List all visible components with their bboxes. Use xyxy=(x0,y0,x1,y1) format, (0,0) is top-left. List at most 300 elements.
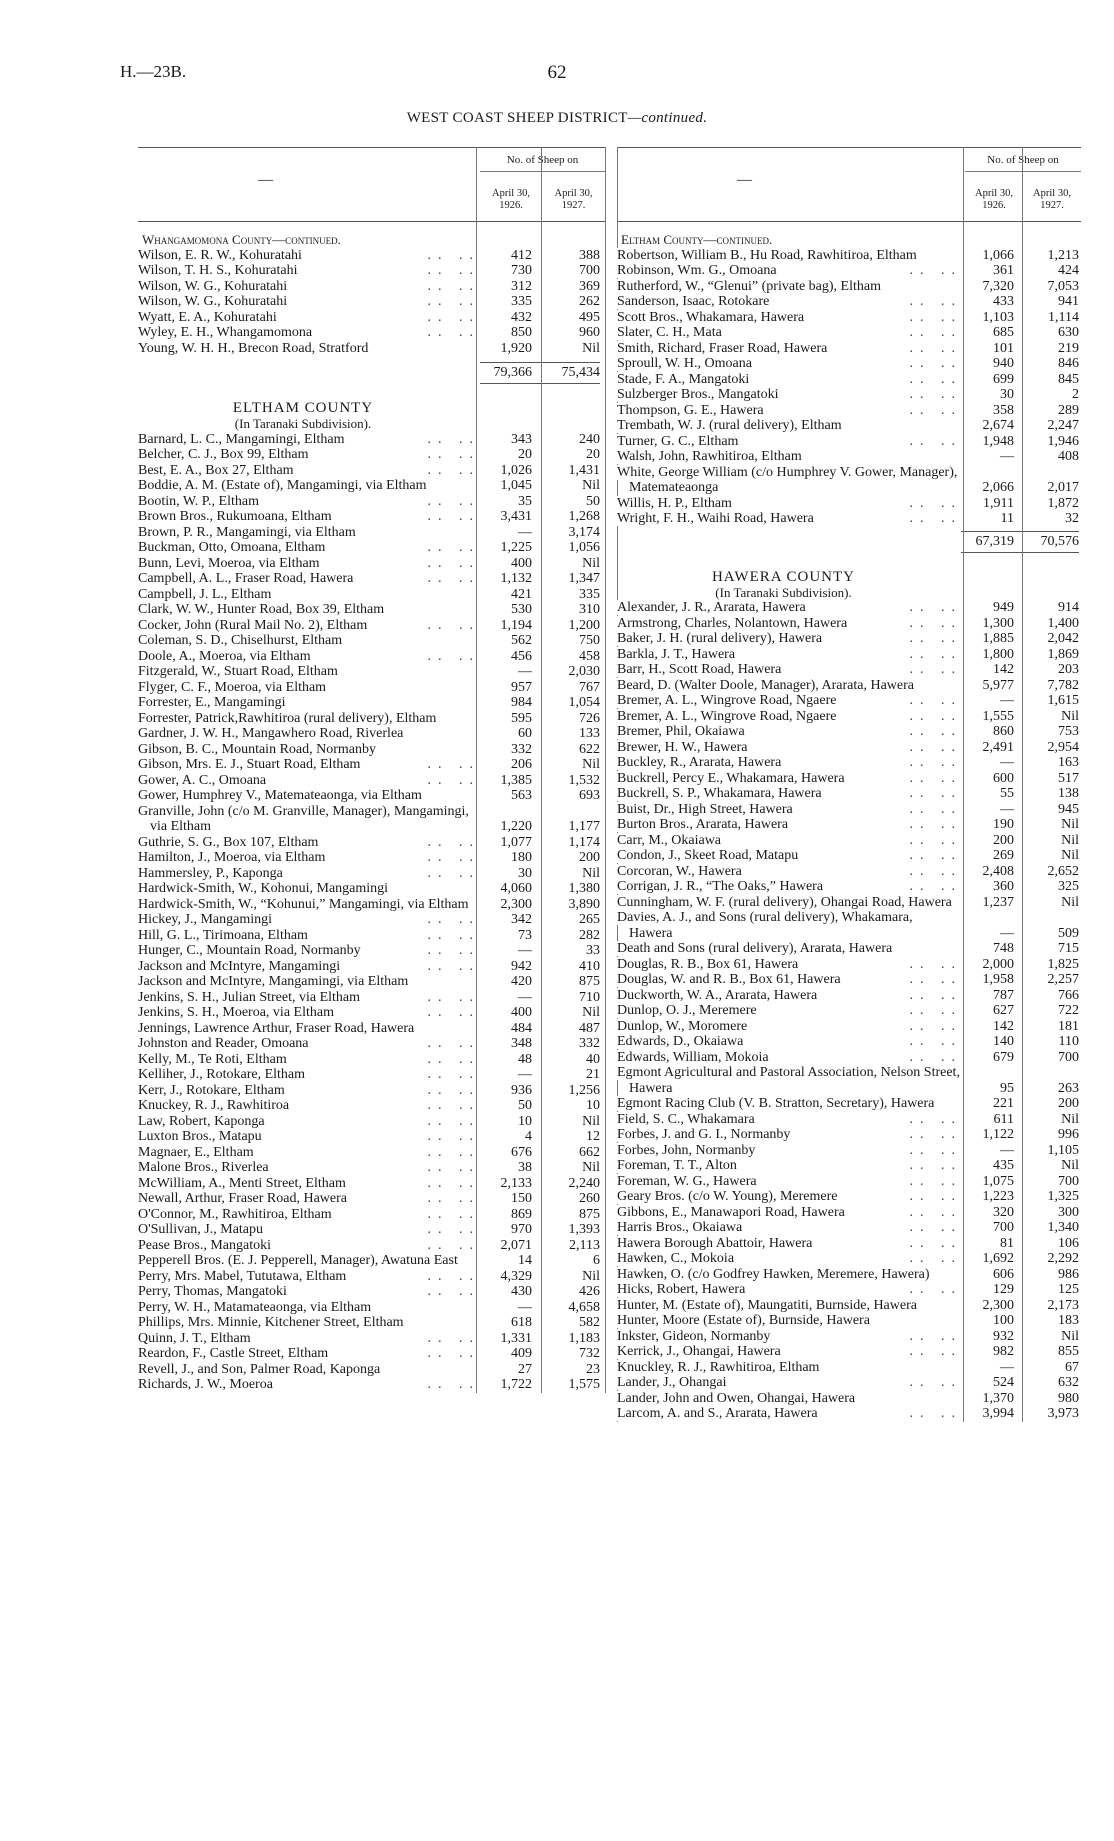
table-row xyxy=(617,1127,1081,1143)
sheep-1927: 517 xyxy=(1058,770,1079,786)
farmer-name: Bremer, A. L., Wingrove Road, Ngaere xyxy=(617,693,839,708)
farmer-name: Hickey, J., Mangamingi xyxy=(138,912,275,927)
farmer-name: Boddie, A. M. (Estate of), Mangamingi, via Eltham xyxy=(138,478,430,493)
sheep-1927: 722 xyxy=(1058,1003,1079,1018)
sheep-1927: 110 xyxy=(1058,1034,1079,1049)
leader-dots: .. .. xyxy=(909,1049,962,1065)
sheep-1926: 30 xyxy=(518,865,532,881)
leader-dots: .. .. xyxy=(427,1129,480,1144)
sheep-1926: — xyxy=(1000,449,1014,464)
leader-dots: .. .. xyxy=(427,462,480,478)
leader-dots: .. .. xyxy=(427,1036,480,1051)
leader-dots: .. .. xyxy=(909,1034,962,1049)
leader-dots: .. .. xyxy=(909,879,962,894)
farmer-name: Knuckley, R. J., Rawhitiroa, Eltham xyxy=(617,1360,822,1375)
table-row xyxy=(138,912,605,928)
table-row xyxy=(138,1191,605,1207)
farmer-name: Belcher, C. J., Box 99, Eltham xyxy=(138,447,312,462)
sheep-1927: 845 xyxy=(1058,371,1079,387)
sheep-1927: 630 xyxy=(1058,325,1079,340)
table-row xyxy=(138,850,605,866)
sheep-1927: 1,400 xyxy=(1047,615,1079,631)
farmer-name: Richards, J. W., Moeroa xyxy=(138,1377,276,1392)
leader-dots: .. .. xyxy=(909,402,962,418)
leader-dots: .. .. xyxy=(909,1220,962,1235)
sheep-1926: 1,132 xyxy=(500,571,532,586)
leader-dots: .. .. xyxy=(427,1237,480,1253)
farmer-name: Bunn, Levi, Moeroa, via Eltham xyxy=(138,556,323,571)
sheep-1926: 699 xyxy=(993,371,1014,387)
sheep-1926: 563 xyxy=(511,788,532,803)
table-row xyxy=(138,1114,605,1130)
sheep-1926: 20 xyxy=(518,447,532,462)
leader-dots: .. .. xyxy=(427,1377,480,1392)
leader-dots: .. .. xyxy=(427,834,480,850)
sheep-1926: 1,920 xyxy=(500,340,532,356)
farmer-name: Thompson, G. E., Hawera xyxy=(617,403,767,418)
sheep-1927: 1,054 xyxy=(568,695,600,710)
farmer-name: Gibson, B. C., Mountain Road, Normanby xyxy=(138,742,379,757)
leader-dots: .. .. xyxy=(909,739,962,755)
table-row xyxy=(138,1346,605,1362)
sheep-1926: 2,300 xyxy=(982,1297,1014,1313)
table-row xyxy=(617,786,1081,802)
table-row xyxy=(617,372,1081,388)
leader-dots: .. .. xyxy=(909,263,962,278)
sheep-1927: 960 xyxy=(579,325,600,340)
sheep-1926: 1,237 xyxy=(982,894,1014,910)
sheep-1926: 60 xyxy=(518,726,532,741)
sheep-1926: 100 xyxy=(993,1313,1014,1328)
sheep-1926: 142 xyxy=(993,662,1014,677)
sheep-1926: 984 xyxy=(511,695,532,710)
sheep-1927: 715 xyxy=(1058,941,1079,956)
sheep-1926: — xyxy=(518,1067,532,1082)
sheep-1927: 2,247 xyxy=(1047,418,1079,433)
farmer-name: Lander, John and Owen, Ohangai, Hawera xyxy=(617,1391,858,1406)
sheep-1927: 875 xyxy=(579,974,600,989)
farmer-name: Hammersley, P., Kaponga xyxy=(138,866,286,881)
sheep-1927: 662 xyxy=(579,1144,600,1160)
leader-dots: .. .. xyxy=(427,247,480,263)
sheep-1926: 1,555 xyxy=(982,708,1014,724)
sheep-1926: 27 xyxy=(518,1361,532,1377)
table-row xyxy=(617,1143,1081,1159)
column-rule xyxy=(1022,147,1023,1422)
table-row xyxy=(138,1207,605,1223)
sheep-1926: 55 xyxy=(1000,786,1014,801)
sheep-1927: 458 xyxy=(579,648,600,664)
sheep-1926: 595 xyxy=(511,710,532,726)
sheep-1926: 5,977 xyxy=(982,677,1014,693)
table-row xyxy=(617,1189,1081,1205)
sheep-1926: 342 xyxy=(511,912,532,927)
table-row xyxy=(617,895,1081,911)
farmer-name: Gardner, J. W. H., Mangawhero Road, Riverlea xyxy=(138,726,406,741)
table-row xyxy=(617,1375,1081,1391)
leader-dots: .. .. xyxy=(909,1204,962,1220)
sheep-1926: 1,077 xyxy=(500,834,532,850)
sheep-1926: 11 xyxy=(1000,511,1014,526)
table-row xyxy=(138,633,605,649)
document-reference: H.—23B. xyxy=(120,62,187,81)
farmer-name: Perry, Thomas, Mangatoki xyxy=(138,1284,290,1299)
farmer-name: Gower, Humphrey V., Matemateaonga, via Eltham xyxy=(138,788,425,803)
leader-dots: .. .. xyxy=(909,1111,962,1127)
sheep-1927: 33 xyxy=(586,943,600,958)
farmer-name: Doole, A., Moeroa, via Eltham xyxy=(138,649,314,664)
sheep-1926: 180 xyxy=(511,850,532,865)
leader-dots: .. .. xyxy=(909,1158,962,1173)
farmer-name: Gibbons, E., Manawapori Road, Hawera xyxy=(617,1205,848,1220)
sheep-1927: Nil xyxy=(582,1113,600,1129)
table-row xyxy=(138,1005,605,1021)
sheep-1926: 142 xyxy=(993,1018,1014,1034)
table-row xyxy=(138,509,605,525)
farmer-name: Phillips, Mrs. Minnie, Kitchener Street, Eltham xyxy=(138,1315,407,1330)
left-table-body xyxy=(138,222,605,1393)
sheep-1927: 487 xyxy=(579,1020,600,1036)
sheep-1926: 524 xyxy=(993,1375,1014,1390)
leader-dots: .. .. xyxy=(427,865,480,881)
farmer-name: Slater, C. H., Mata xyxy=(617,325,725,340)
farmer-name: Baker, J. H. (rural delivery), Hawera xyxy=(617,631,825,646)
farmer-name: Buckrell, Percy E., Whakamara, Hawera xyxy=(617,771,848,786)
farmer-name: O'Connor, M., Rawhitiroa, Eltham xyxy=(138,1207,335,1222)
leader-dots: .. .. xyxy=(427,1067,480,1082)
sheep-1927: 1,347 xyxy=(568,571,600,586)
sheep-1927: 846 xyxy=(1058,356,1079,371)
farmer-name: Pease Bros., Mangatoki xyxy=(138,1238,274,1253)
sheep-1926: 484 xyxy=(511,1020,532,1036)
sheep-1926: 1,122 xyxy=(982,1127,1014,1142)
leader-dots: .. .. xyxy=(909,646,962,662)
table-row xyxy=(617,325,1081,341)
sheep-1926: — xyxy=(1000,925,1014,941)
leader-dots: .. .. xyxy=(909,693,962,708)
leader-dots: .. .. xyxy=(427,555,480,571)
sheep-1927: 2,173 xyxy=(1047,1297,1079,1313)
sheep-1927: 1,825 xyxy=(1047,956,1079,972)
leader-dots: .. .. xyxy=(427,772,480,788)
sheep-1926: 420 xyxy=(511,974,532,989)
sheep-1926: 400 xyxy=(511,1005,532,1020)
leader-dots: .. .. xyxy=(909,1127,962,1142)
farmer-name: Best, E. A., Box 27, Eltham xyxy=(138,463,297,478)
table-row xyxy=(138,943,605,959)
sheep-1927: 21 xyxy=(586,1067,600,1082)
sheep-1927: 509 xyxy=(1058,925,1079,941)
sheep-1926: 1,385 xyxy=(500,772,532,788)
table-row xyxy=(138,1238,605,1254)
leader-dots: .. .. xyxy=(427,1191,480,1206)
farmer-name: Newall, Arthur, Fraser Road, Hawera xyxy=(138,1191,350,1206)
sheep-1927: 875 xyxy=(579,1206,600,1222)
sheep-1926: 606 xyxy=(993,1266,1014,1282)
sheep-1926: 679 xyxy=(993,1049,1014,1065)
leader-dots: .. .. xyxy=(909,294,962,309)
farmer-name: Davies, A. J., and Sons (rural delivery), Whakamara, Hawera xyxy=(617,910,913,941)
sheep-1926: 150 xyxy=(511,1191,532,1206)
year-1927-header: April 30, 1927. xyxy=(554,188,593,211)
table-row xyxy=(617,1158,1081,1174)
table-row xyxy=(138,804,605,835)
sheep-1926: 1,026 xyxy=(500,462,532,478)
sheep-1926: 221 xyxy=(993,1096,1014,1111)
leader-dots: .. .. xyxy=(427,1330,480,1346)
sheep-1927: 2 xyxy=(1072,387,1079,402)
county-heading: Whangamomona County—continued. xyxy=(142,232,341,247)
sheep-1926: 348 xyxy=(511,1036,532,1051)
farmer-name: Hunter, M. (Estate of), Maungatiti, Burnside, Hawera xyxy=(617,1298,920,1313)
table-row xyxy=(138,881,605,897)
leader-dots: .. .. xyxy=(427,1113,480,1129)
sheep-1926: 982 xyxy=(993,1344,1014,1359)
sheep-1926: 50 xyxy=(518,1098,532,1113)
table-row xyxy=(138,325,605,341)
sheep-1927: Nil xyxy=(582,1005,600,1020)
table-row xyxy=(138,1269,605,1285)
sheep-1927: Nil xyxy=(582,555,600,571)
table-row xyxy=(617,631,1081,647)
sheep-1926: 1,958 xyxy=(982,972,1014,987)
table-row xyxy=(617,724,1081,740)
table-row xyxy=(617,1329,1081,1345)
leader-dots: .. .. xyxy=(909,1235,962,1251)
farmer-name: Wilson, T. H. S., Kohuratahi xyxy=(138,263,301,278)
farmer-name: Buist, Dr., High Street, Hawera xyxy=(617,802,796,817)
sheep-1927: 408 xyxy=(1058,449,1079,464)
farmer-name: Wilson, E. R. W., Kohuratahi xyxy=(138,248,305,263)
sheep-1926: 2,491 xyxy=(982,739,1014,755)
farmer-name: Forrester, Patrick,Rawhitiroa (rural delivery), Eltham xyxy=(138,711,439,726)
table-row xyxy=(617,1282,1081,1298)
farmer-name: O'Sullivan, J., Matapu xyxy=(138,1222,266,1237)
sheep-1926: 30 xyxy=(1000,387,1014,402)
leader-dots: .. .. xyxy=(909,356,962,371)
sheep-1927: Nil xyxy=(582,478,600,493)
sheep-1926: 206 xyxy=(511,757,532,772)
table-row xyxy=(138,1021,605,1037)
leader-dots: .. .. xyxy=(427,431,480,447)
sheep-1927: 1,183 xyxy=(568,1330,600,1346)
sheep-1926: 1,075 xyxy=(982,1173,1014,1189)
table-row xyxy=(138,711,605,727)
sheep-1926: 627 xyxy=(993,1003,1014,1018)
farmer-name: Beard, D. (Walter Doole, Manager), Ararata, Hawera xyxy=(617,678,917,693)
farmer-name: Quinn, J. T., Eltham xyxy=(138,1331,254,1346)
table-row xyxy=(138,587,605,603)
sheep-1927: 1,946 xyxy=(1047,433,1079,449)
sheep-1927: 1,114 xyxy=(1048,309,1079,325)
farmer-name: Fitzgerald, W., Stuart Road, Eltham xyxy=(138,664,341,679)
leader-dots: .. .. xyxy=(909,1328,962,1344)
table-row xyxy=(617,771,1081,787)
farmer-name: Law, Robert, Kaponga xyxy=(138,1114,268,1129)
sheep-1926: 343 xyxy=(511,431,532,447)
table-row xyxy=(617,662,1081,678)
table-row xyxy=(617,647,1081,663)
sheep-1927: Nil xyxy=(582,757,600,772)
leader-dots: .. .. xyxy=(909,631,962,646)
sheep-1927: 693 xyxy=(579,788,600,803)
leader-dots: .. .. xyxy=(909,433,962,449)
sheep-1927: 1,056 xyxy=(568,540,600,555)
sheep-1927: 300 xyxy=(1058,1204,1079,1220)
total-1927: 70,576 xyxy=(1040,533,1079,549)
table-row xyxy=(617,294,1081,310)
table-row xyxy=(617,1360,1081,1376)
leader-dots: .. .. xyxy=(909,1375,962,1390)
table-row xyxy=(617,1065,1081,1096)
sheep-1927: 203 xyxy=(1058,662,1079,677)
sheep-1927: 945 xyxy=(1058,801,1079,817)
farmer-name: Harris Bros., Okaiawa xyxy=(617,1220,745,1235)
farmer-name: Foreman, W. G., Hawera xyxy=(617,1174,760,1189)
sheep-1927: 3,890 xyxy=(568,896,600,912)
table-row xyxy=(138,294,605,310)
sheep-1926: 1,948 xyxy=(982,433,1014,449)
farmer-name: Guthrie, S. G., Box 107, Eltham xyxy=(138,835,321,850)
leader-dots: .. .. xyxy=(427,1005,480,1020)
leader-dots: .. .. xyxy=(427,309,480,325)
farmer-name: Hawera Borough Abattoir, Hawera xyxy=(617,1236,815,1251)
sheep-count-header: No. of Sheep on xyxy=(965,154,1081,172)
farmer-name: Dunlop, O. J., Meremere xyxy=(617,1003,760,1018)
farmer-name: Barkla, J. T., Hawera xyxy=(617,647,738,662)
sheep-1926: 1,066 xyxy=(982,247,1014,263)
sheep-1926: 409 xyxy=(511,1346,532,1361)
leader-dots: .. .. xyxy=(909,987,962,1003)
year-1927-header: April 30, 1927. xyxy=(1033,188,1071,211)
table-row xyxy=(617,1391,1081,1407)
leader-dots: .. .. xyxy=(427,1284,480,1299)
sheep-1927: 986 xyxy=(1058,1266,1079,1282)
sheep-1927: 941 xyxy=(1058,294,1079,309)
leader-dots: .. .. xyxy=(909,1173,962,1189)
leader-dots: .. .. xyxy=(427,912,480,927)
leader-dots: .. .. xyxy=(909,848,962,863)
sheep-1927: 410 xyxy=(579,958,600,974)
sheep-1927: 1,615 xyxy=(1047,693,1079,708)
leader-dots: .. .. xyxy=(909,724,962,739)
sheep-1926: 4,060 xyxy=(500,881,532,896)
leader-dots: .. .. xyxy=(909,387,962,402)
farmer-name: Field, S. C., Whakamara xyxy=(617,1112,758,1127)
sheep-1927: 40 xyxy=(586,1051,600,1067)
farmer-name: Duckworth, W. A., Ararata, Hawera xyxy=(617,988,820,1003)
farmer-name: Wilson, W. G., Kohuratahi xyxy=(138,279,290,294)
leader-dots: .. .. xyxy=(909,309,962,325)
farmer-name: Robinson, Wm. G., Omoana xyxy=(617,263,780,278)
sheep-1926: 10 xyxy=(518,1113,532,1129)
farmer-name: Brown, P. R., Mangamingi, via Eltham xyxy=(138,525,359,540)
farmer-name: Jackson and McIntyre, Mangamingi, via Eltham xyxy=(138,974,411,989)
farmer-name: Alexander, J. R., Ararata, Hawera xyxy=(617,600,809,615)
county-subheading: (In Taranaki Subdivision). xyxy=(715,584,852,600)
leader-dots: .. .. xyxy=(427,263,480,278)
sheep-1927: 582 xyxy=(579,1315,600,1330)
farmer-name: Brown Bros., Rukumoana, Eltham xyxy=(138,509,335,524)
table-row xyxy=(617,248,1081,264)
farmer-name: Buckley, R., Ararata, Hawera xyxy=(617,755,784,770)
sheep-1926: 685 xyxy=(993,325,1014,340)
sheep-1926: 269 xyxy=(993,848,1014,863)
farmer-name: Robertson, William B., Hu Road, Rawhitiroa, Eltham xyxy=(617,248,920,263)
total-1926: 67,319 xyxy=(975,533,1014,549)
right-column xyxy=(617,147,1081,1422)
sheep-1926: 4 xyxy=(525,1129,532,1144)
county-heading: Eltham County—continued. xyxy=(621,232,773,247)
table-row xyxy=(617,833,1081,849)
sheep-1927: 200 xyxy=(1058,1096,1079,1111)
sheep-1926: — xyxy=(1000,801,1014,817)
table-row xyxy=(138,773,605,789)
leader-dots: .. .. xyxy=(909,1189,962,1204)
sheep-1927: 50 xyxy=(586,493,600,509)
sheep-1927: 282 xyxy=(579,927,600,943)
table-row xyxy=(138,959,605,975)
sheep-1926: 433 xyxy=(993,294,1014,309)
table-row xyxy=(617,678,1081,694)
sheep-1926: 970 xyxy=(511,1222,532,1237)
sheep-1926: 3,994 xyxy=(982,1406,1014,1421)
right-table-body xyxy=(617,222,1081,1422)
table-row xyxy=(617,1236,1081,1252)
sheep-1926: 949 xyxy=(993,600,1014,615)
sheep-1926: 2,408 xyxy=(982,863,1014,879)
farmer-name: Corrigan, J. R., “The Oaks,” Hawera xyxy=(617,879,826,894)
farmer-name: Geary Bros. (c/o W. Young), Meremere xyxy=(617,1189,840,1204)
sheep-1926: 1,370 xyxy=(982,1390,1014,1406)
farmer-name: Douglas, W. and R. B., Box 61, Hawera xyxy=(617,972,844,987)
table-row xyxy=(617,403,1081,419)
farmer-name: Jackson and McIntyre, Mangamingi xyxy=(138,959,343,974)
farmer-name: Campbell, J. L., Eltham xyxy=(138,587,274,602)
table-row xyxy=(617,1205,1081,1221)
sheep-1927: Nil xyxy=(582,340,600,356)
farmer-name: Bootin, W. P., Eltham xyxy=(138,494,262,509)
farmer-name: Brewer, H. W., Hawera xyxy=(617,740,750,755)
table-row xyxy=(617,693,1081,709)
sheep-1927: 2,954 xyxy=(1047,739,1079,755)
sheep-1927: 1,340 xyxy=(1047,1220,1079,1235)
farmer-name: Magnaer, E., Eltham xyxy=(138,1145,257,1160)
sheep-1927: 183 xyxy=(1058,1313,1079,1328)
sheep-1926: — xyxy=(518,989,532,1005)
farmer-name: Foreman, T. T., Alton xyxy=(617,1158,740,1173)
table-row xyxy=(617,600,1081,616)
table-row xyxy=(617,864,1081,880)
table-row xyxy=(138,788,605,804)
table-row xyxy=(617,1267,1081,1283)
sheep-1927: 1,393 xyxy=(568,1222,600,1237)
table-row xyxy=(138,974,605,990)
sheep-1926: 530 xyxy=(511,602,532,617)
table-row xyxy=(138,649,605,665)
leader-dots: .. .. xyxy=(427,447,480,462)
sheep-1927: 3,973 xyxy=(1047,1406,1079,1421)
sheep-1927: 700 xyxy=(579,263,600,278)
table-row xyxy=(138,1145,605,1161)
table-row xyxy=(138,1129,605,1145)
table-row xyxy=(617,387,1081,403)
sheep-1926: 2,133 xyxy=(500,1175,532,1191)
table-row xyxy=(138,618,605,634)
table-row xyxy=(617,496,1081,512)
sheep-1926: 1,194 xyxy=(500,617,532,633)
leader-dots: .. .. xyxy=(909,615,962,631)
